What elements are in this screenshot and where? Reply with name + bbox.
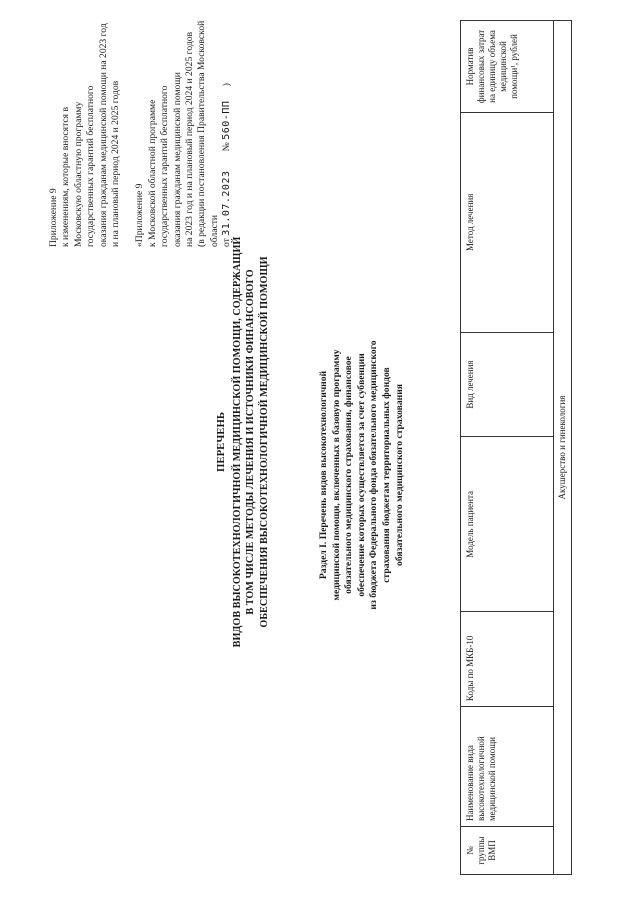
header-group: № группы ВМП (461, 827, 554, 875)
section-line: из бюджета Федерального фонда обязательного медицинского (368, 340, 380, 610)
title-line: В ТОМ ЧИСЛЕ МЕТОДЫ ЛЕЧЕНИЯ И ИСТОЧНИКИ ФИНАНСОВОГО (245, 269, 257, 615)
appendix-line: на 2023 год и на плановый период 2024 и 2025 годов (184, 31, 196, 247)
document-title (215, 97, 271, 787)
appendix-line: Приложение 9 (48, 188, 59, 247)
sig-prefix: от (221, 238, 233, 247)
header-name: Наименование вида высокотехнологичной медицинской помощи (461, 707, 554, 827)
header-model: Модель пациента (461, 437, 554, 612)
appendix-line: государственных гарантий бесплатного (85, 85, 97, 247)
appendix-line: и на плановый период 2024 и 2025 годов (110, 80, 122, 247)
title-line: ВИДОВ ВЫСОКОТЕХНОЛОГИЧНОЙ МЕДИЦИНСКОЙ ПОМОЩИ, СОДЕРЖАЩИЙ (231, 236, 243, 648)
section-line: страхования бюджетам территориальных фондов (380, 367, 392, 583)
header-norm: Норматив финансовых затрат на единицу объема медицинской помощи¹, рублей (461, 21, 554, 113)
appendix-line: «Приложение 9 (134, 183, 146, 247)
sig-num: 560-ПП (221, 100, 233, 140)
appendix-line: оказания гражданам медицинской помощи на 2023 год (97, 23, 109, 247)
section-line: Раздел I. Перечень видов высокотехнологичной (318, 370, 329, 580)
sig-close: ) (221, 83, 233, 87)
table-header-row (461, 21, 554, 875)
sig-num-prefix: № (221, 142, 233, 152)
appendix-line: государственных гарантий бесплатного (159, 85, 171, 247)
vmp-table (460, 20, 572, 875)
header-method: Метод лечения (461, 112, 554, 332)
appendix-line: оказания гражданам медицинской помощи (171, 72, 183, 247)
appendix-line: (в редакции постановления Правительства Московской области (196, 20, 220, 247)
appendix-line: к изменениям, которые вносятся в (60, 106, 72, 247)
section-row: Акушерство и гинекология (554, 21, 572, 875)
appendix-header (48, 7, 234, 247)
section-line: обязательного медицинского страхования (393, 384, 405, 566)
appendix-line: к Московской областной программе (146, 99, 158, 247)
sig-date: 31.07.2023 (221, 170, 233, 236)
section-line: обязательного медицинского страхования, финансовое (343, 356, 355, 594)
header-treatment-type: Вид лечения (461, 332, 554, 437)
section-line: обеспечение которых осуществляется за счет субвенции (355, 353, 367, 597)
appendix-line: Московскую областную программу (72, 101, 84, 247)
table-row (554, 21, 572, 875)
header-codes: Коды по МКБ-10 (461, 612, 554, 707)
section-heading (318, 265, 406, 685)
title-line: ОБЕСПЕЧЕНИЯ ВЫСОКОТЕХНОЛОГИЧНОЙ МЕДИЦИНСКОЙ ПОМОЩИ (258, 256, 270, 628)
section-line: медицинской помощи, включенных в базовую программу (330, 349, 342, 601)
title-line: ПЕРЕЧЕНЬ (215, 411, 227, 473)
